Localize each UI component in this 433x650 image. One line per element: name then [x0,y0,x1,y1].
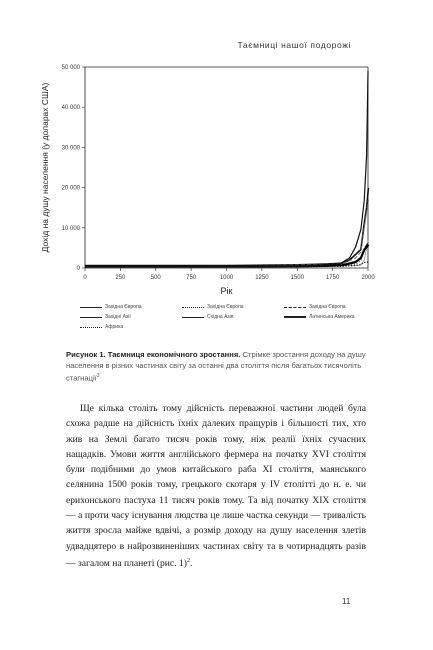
body-text [66,401,366,571]
legend-swatch [182,307,204,308]
chart-svg [30,58,390,298]
y-tick-label: 40 000 [61,105,80,112]
legend-item [80,324,176,330]
series-line [85,188,368,266]
x-tick-label: 0 [83,275,87,281]
chart-legend [80,304,380,330]
legend-item [80,304,176,310]
body-footnote-ref: 2 [186,557,190,564]
body-paragraph-text: Ще кілька століть тому дійсність переважної частини людей була схожа радше на дійсність їхніх далеких пращурів і більшості тих, хто жив на Землі багато тисяч років тому, ніж реалії їхніх сучасних нащадків. Умови життя англійського фермера на початку XVI століття були подібними до умов китайського раба XI століття, маянського селянина 1500 років тому, грецького скотаря у IV столітті до н. е. чи ерихонського пастуха 11 тисяч років тому. Та від початку XIX століття — а проти часу існування людства це лише частка секунди — тривалість життя зросла майже вдвічі, а розмір доходу на душу населення злетів удвадцятеро в найрозвиненіших частинах світу та в чотирнадцять разів — загалом на планеті (рис. 1) [66,403,366,570]
series-line [85,240,368,266]
page-number: 11 [342,597,351,606]
legend-item [284,304,380,310]
caption-note: 3 [96,373,100,379]
series-line [85,71,368,266]
running-head: Таємниці нашої подорожі [237,40,351,50]
legend-swatch [284,307,306,308]
legend-label: Латинська Америка [309,314,355,320]
caption-text: Стрімке зростання доходу на душу населення в різних частинах світу за останні два століття після багатьох тисячоліть стагнації [66,350,366,383]
x-tick-label: 1000 [219,275,234,281]
y-tick-label: 30 000 [61,145,80,152]
legend-item [182,314,278,320]
legend-swatch [182,317,204,318]
legend-label: Західна Європа [309,304,346,310]
x-tick-label: 1500 [290,275,304,281]
x-axis-label: Рік [220,286,233,296]
x-tick-label: 2000 [361,275,375,281]
series-line [85,245,368,267]
legend-label: Західна Європа [105,304,142,310]
legend-item [182,304,278,310]
legend-swatch [80,307,102,308]
x-tick-label: 1750 [325,275,340,281]
caption-label: Рисунок 1. Таємниця економічного зростання. [66,350,241,359]
y-tick-label: 50 000 [61,65,80,71]
figure-caption [66,350,366,384]
x-tick-label: 1250 [255,275,269,281]
y-tick-label: 10 000 [61,225,80,232]
legend-label: Західні Азії [105,314,131,320]
legend-label: Східна Азія [207,314,234,320]
y-tick-label: 0 [76,266,80,272]
x-tick-label: 500 [150,275,161,281]
body-paragraph: Ще кілька століть тому дійсність переважної частини людей була схожа радше на дійсність їхніх далеких пращурів і більшості тих, хто жив на Землі багато тисяч років тому, ніж реалії їхніх сучасних нащадків. Умови життя англійського фермера на початку XVI століття були подібними до умов китайського раба XI століття, маянського селянина 1500 років тому, грецького скотаря у IV столітті до н. е. чи ерихонського пастуха 11 тисяч років тому. Та від початку XIX століття — а проти часу існування людства це лише частка секунди — тривалість життя зросла майже вдвічі, а розмір доходу на душу населення злетів удвадцятеро в найрозвиненіших частинах світу та в чотирнадцять разів — загалом на планеті (рис. 1)$^2$. [66,403,366,570]
legend-swatch [80,327,102,328]
series-line [85,200,368,267]
series-line [85,242,368,266]
legend-item [284,314,380,320]
legend-swatch [80,317,102,318]
income-chart [30,58,390,298]
series-line [85,242,368,267]
legend-label: Західна Європа [207,304,244,310]
x-tick-label: 750 [186,275,197,281]
y-axis-label: Дохід на душу населення (у доларах США) [40,82,50,253]
legend-item [80,314,176,320]
legend-label: Африка [105,324,124,330]
y-tick-label: 20 000 [61,185,80,192]
x-tick-label: 250 [115,275,126,281]
legend-swatch [284,316,306,318]
